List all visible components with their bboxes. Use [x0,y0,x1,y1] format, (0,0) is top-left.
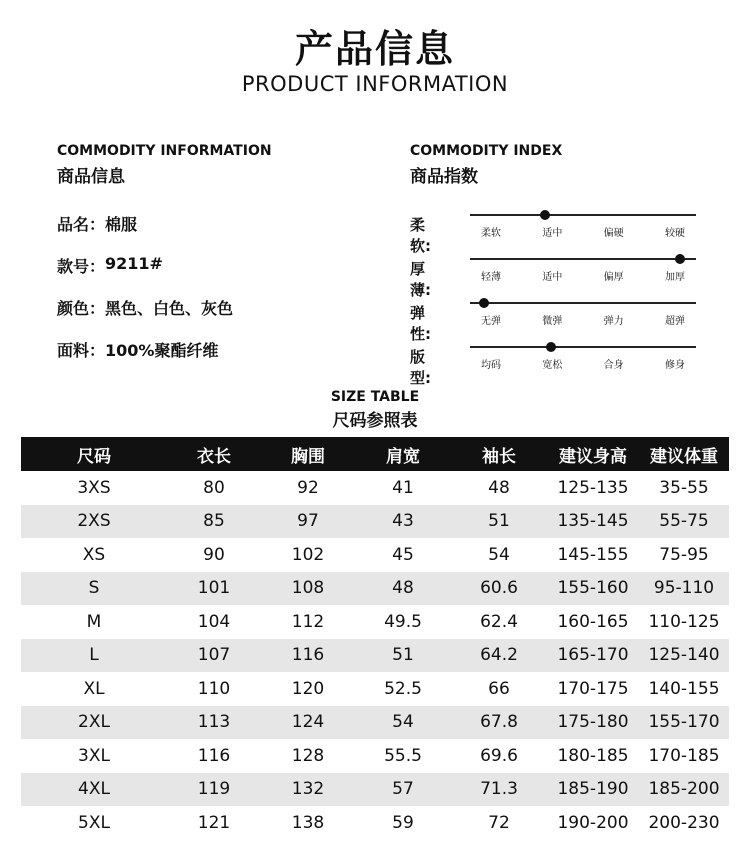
commodity-info-heading-en: COMMODITY INFORMATION [57,143,272,159]
table-cell: 3XL [78,745,110,766]
table-cell: 48 [392,578,414,599]
info-label: 面料： [57,341,106,360]
table-cell: S [88,578,100,599]
table-cell: 60.6 [480,578,518,599]
table-cell: 97 [297,511,319,532]
table-cell: 35-55 [659,477,709,498]
table-cell: M [86,611,102,632]
table-cell: 80 [203,477,225,498]
index-marker [675,254,685,264]
table-cell: 104 [197,611,231,632]
table-cell: 62.4 [480,611,518,632]
index-label: 厚薄: [410,260,431,299]
table-row [21,471,729,505]
table-cell: 125-140 [648,645,720,666]
index-option: 较硬 [664,228,685,239]
table-cell: 5XL [78,812,110,833]
table-row [21,572,729,606]
info-value: 100%聚酯纤维 [105,341,219,360]
index-label: 版型: [410,348,431,387]
table-cell: 108 [291,578,325,599]
table-cell: 160-165 [557,611,629,632]
table-cell: 55.5 [384,745,422,766]
table-cell: 101 [197,578,231,599]
table-cell: 43 [392,511,414,532]
index-options [470,268,696,283]
index-option: 微弹 [542,316,563,327]
table-cell: 116 [197,745,231,766]
table-cell: 170-185 [648,745,720,766]
info-row-color [57,296,233,338]
table-cell: 185-200 [648,779,720,800]
table-cell: 90 [203,544,225,565]
index-label: 弹性: [410,304,431,343]
table-cell: 138 [291,812,325,833]
size-table [21,437,729,840]
index-option: 适中 [542,228,563,239]
table-row [21,739,729,773]
size-table-header [21,437,729,471]
table-cell: 128 [291,745,325,766]
index-option: 柔软 [481,228,501,239]
table-cell: L [89,645,99,666]
table-cell: 59 [392,812,414,833]
index-options [470,224,696,239]
table-cell: 57 [392,779,414,800]
commodity-info-list [57,212,233,380]
table-cell: 119 [197,779,231,800]
table-cell: 45 [392,544,414,565]
table-cell: 185-190 [557,779,629,800]
index-scale [470,302,696,304]
table-row [21,538,729,572]
table-cell: 110-125 [648,611,720,632]
table-cell: 120 [291,678,325,699]
table-cell: 64.2 [480,645,518,666]
table-cell: 67.8 [480,712,518,733]
index-option: 适中 [542,272,563,283]
index-marker [540,210,550,220]
table-cell: 49.5 [384,611,422,632]
table-cell: 200-230 [648,812,720,833]
commodity-index-heading-en: COMMODITY INDEX [410,143,563,159]
size-table-body [21,471,729,840]
table-cell: 170-175 [557,678,629,699]
info-row-name [57,212,233,254]
table-cell: 52.5 [384,678,422,699]
size-table-heading-cn: 尺码参照表 [332,411,418,431]
info-label: 款号： [57,257,106,276]
table-cell: 132 [291,779,325,800]
index-option: 无弹 [481,316,501,327]
table-cell: 112 [291,611,325,632]
table-cell: XS [82,544,106,565]
table-row [21,505,729,539]
info-value: 棉服 [105,215,138,234]
table-cell: 3XS [77,477,111,498]
table-cell: 92 [297,477,319,498]
table-cell: 4XL [78,779,110,800]
table-row [21,605,729,639]
info-label: 颜色： [57,299,106,318]
column-header: 肩宽 [386,446,420,467]
table-row [21,639,729,673]
table-cell: 145-155 [557,544,629,565]
table-cell: 69.6 [480,745,518,766]
table-cell: 107 [197,645,231,666]
table-cell: 71.3 [480,779,518,800]
table-cell: 116 [291,645,325,666]
table-cell: 125-135 [557,477,629,498]
info-value: 9211# [105,254,163,273]
info-label: 品名： [57,215,106,234]
column-header: 袖长 [482,446,516,467]
table-cell: 175-180 [557,712,629,733]
column-header: 建议身高 [559,446,627,467]
table-cell: 190-200 [557,812,629,833]
index-options [470,312,696,327]
table-row [21,806,729,840]
table-cell: 113 [197,712,231,733]
table-cell: 51 [488,511,510,532]
index-scale [470,214,696,216]
info-row-fabric [57,338,233,380]
table-cell: 102 [291,544,325,565]
table-cell: 75-95 [659,544,709,565]
table-cell: 155-170 [648,712,720,733]
table-cell: 2XS [77,511,111,532]
table-cell: 54 [488,544,510,565]
index-option: 偏硬 [603,228,624,239]
table-cell: XL [83,678,105,699]
table-cell: 124 [291,712,325,733]
table-cell: 55-75 [659,511,709,532]
index-marker [546,342,556,352]
table-row [21,773,729,807]
index-options [470,356,696,371]
table-cell: 72 [488,812,510,833]
index-option: 弹力 [603,316,624,327]
size-table-heading [0,389,750,431]
table-cell: 165-170 [557,645,629,666]
table-cell: 155-160 [557,578,629,599]
index-label: 柔软: [410,216,431,255]
table-cell: 110 [197,678,231,699]
index-scale [470,258,696,260]
index-option: 均码 [481,360,501,371]
index-marker [479,298,489,308]
page-subtitle: PRODUCT INFORMATION [241,72,509,96]
commodity-index-heading [410,143,562,187]
index-option: 轻薄 [481,272,501,283]
index-option: 加厚 [664,272,685,283]
table-cell: 66 [488,678,510,699]
column-header: 胸围 [291,446,325,467]
column-header: 尺码 [77,446,111,467]
index-option: 修身 [664,360,685,371]
table-cell: 140-155 [648,678,720,699]
index-scale [470,346,696,348]
commodity-index-heading-cn: 商品指数 [410,167,478,187]
info-row-style-no [57,254,233,296]
index-option: 宽松 [542,360,563,371]
index-option: 超弹 [664,316,685,327]
table-cell: 51 [392,645,414,666]
index-option: 偏厚 [603,272,624,283]
table-cell: 85 [203,511,225,532]
table-cell: 2XL [78,712,110,733]
column-header: 建议体重 [650,446,718,467]
table-cell: 41 [392,477,414,498]
table-cell: 54 [392,712,414,733]
table-cell: 95-110 [653,578,715,599]
table-row [21,672,729,706]
table-cell: 135-145 [557,511,629,532]
table-cell: 48 [488,477,510,498]
table-row [21,706,729,740]
column-header: 衣长 [197,446,231,467]
table-cell: 121 [197,812,231,833]
index-option: 合身 [603,360,624,371]
size-table-heading-en: SIZE TABLE [330,389,420,405]
info-value: 黑色、白色、灰色 [105,299,234,318]
table-cell: 180-185 [557,745,629,766]
commodity-info-heading [57,143,272,187]
page-title: 产品信息 [294,27,455,71]
commodity-info-heading-cn: 商品信息 [57,167,125,187]
